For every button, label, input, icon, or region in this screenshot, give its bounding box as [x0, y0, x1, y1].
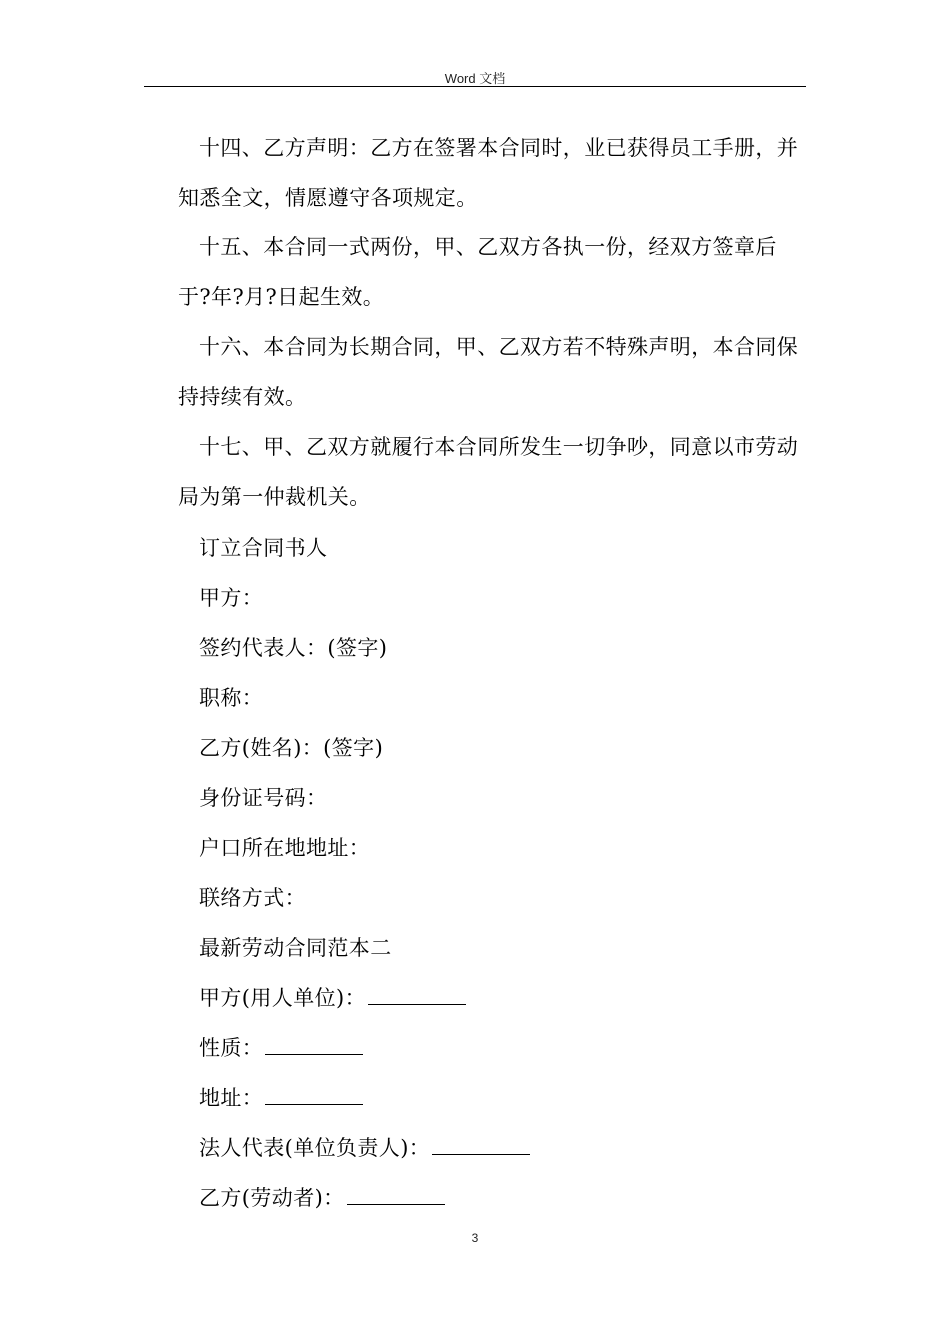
employer-field [199, 983, 466, 1013]
nature-field-label: 性质： [199, 1036, 264, 1060]
id-number-label: 身份证号码： [199, 786, 328, 810]
nature-blank [265, 1036, 363, 1055]
clause-16: 十六、本合同为长期合同，甲、乙双方若不特殊声明，本合同保持持续有效。 [178, 335, 799, 409]
template-two-heading: 最新劳动合同范本二 [199, 936, 392, 960]
signatories-heading: 订立合同书人 [199, 536, 328, 560]
job-title-label: 职称： [199, 686, 264, 710]
clause-17: 十七、甲、乙双方就履行本合同所发生一切争吵，同意以市劳动局为第一仲裁机关。 [178, 435, 799, 509]
contact-label: 联络方式： [199, 886, 306, 910]
address-field-label: 地址： [199, 1086, 264, 1110]
address-field [199, 1083, 363, 1113]
clause-15: 十五、本合同一式两份，甲、乙双方各执一份，经双方签章后于?年?月?日起生效。 [178, 235, 777, 309]
party-a-label: 甲方： [199, 586, 264, 610]
header-divider [144, 86, 806, 87]
legal-representative-blank [432, 1136, 530, 1155]
worker-field [199, 1183, 445, 1213]
worker-blank [347, 1186, 445, 1205]
nature-field [199, 1033, 363, 1063]
page-header-title: Word 文档 [444, 71, 506, 86]
household-address-label: 户口所在地地址： [199, 836, 371, 860]
worker-field-label: 乙方(劳动者)： [199, 1186, 345, 1210]
page-number: 3 [471, 1231, 479, 1245]
party-b-name-label: 乙方(姓名)：(签字) [199, 736, 384, 760]
legal-representative-field [199, 1133, 530, 1163]
employer-field-label: 甲方(用人单位)： [199, 986, 366, 1010]
employer-blank [368, 986, 466, 1005]
legal-representative-field-label: 法人代表(单位负责人)： [199, 1136, 431, 1160]
signing-representative-label: 签约代表人：(签字) [199, 636, 388, 660]
clause-14: 十四、乙方声明：乙方在签署本合同时，业已获得员工手册，并知悉全文，情愿遵守各项规定。 [178, 136, 799, 210]
address-blank [265, 1086, 363, 1105]
